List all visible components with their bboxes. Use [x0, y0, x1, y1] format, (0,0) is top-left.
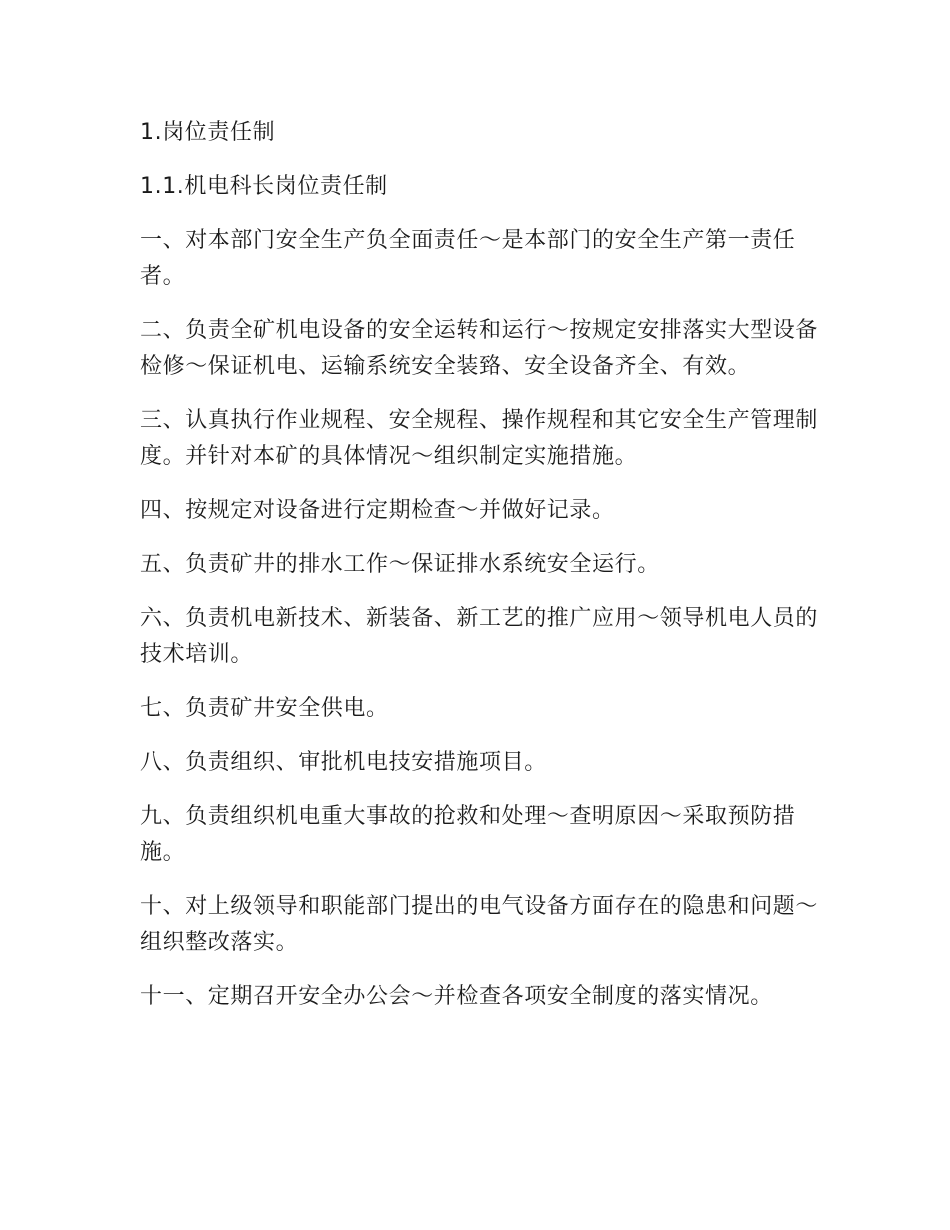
duty-item-6: 六、负责机电新技术、新装备、新工艺的推广应用～领导机电人员的技术培训。 — [140, 606, 819, 667]
duty-item-3: 三、认真执行作业规程、安全规程、操作规程和其它安全生产管理制度。并针对本矿的具体情况～组织制定实施措施。 — [140, 408, 819, 469]
duty-item-8: 八、负责组织、审批机电技安措施项目。 — [140, 750, 547, 775]
duty-item-1: 一、对本部门安全生产负全面责任～是本部门的安全生产第一责任者。 — [140, 228, 796, 289]
subsection-heading: 1.1.机电科长岗位责任制 — [140, 174, 388, 199]
duty-item-11: 十一、定期召开安全办公会～并检查各项安全制度的落实情况。 — [140, 984, 773, 1009]
duty-item-4: 四、按规定对设备进行定期检查～并做好记录。 — [140, 498, 615, 523]
duty-item-7: 七、负责矿井安全供电。 — [140, 696, 389, 721]
duty-item-5: 五、负责矿井的排水工作～保证排水系统安全运行。 — [140, 552, 660, 577]
duty-item-2: 二、负责全矿机电设备的安全运转和运行～按规定安排落实大型设备检修～保证机电、运输系统安全装臵、安全设备齐全、有效。 — [140, 318, 819, 379]
duty-item-9: 九、负责组织机电重大事故的抢救和处理～查明原因～采取预防措施。 — [140, 804, 796, 865]
section-heading: 1.岗位责任制 — [140, 120, 276, 145]
document-body — [140, 115, 820, 1033]
duty-item-10: 十、对上级领导和职能部门提出的电气设备方面存在的隐患和问题～组织整改落实。 — [140, 894, 819, 955]
